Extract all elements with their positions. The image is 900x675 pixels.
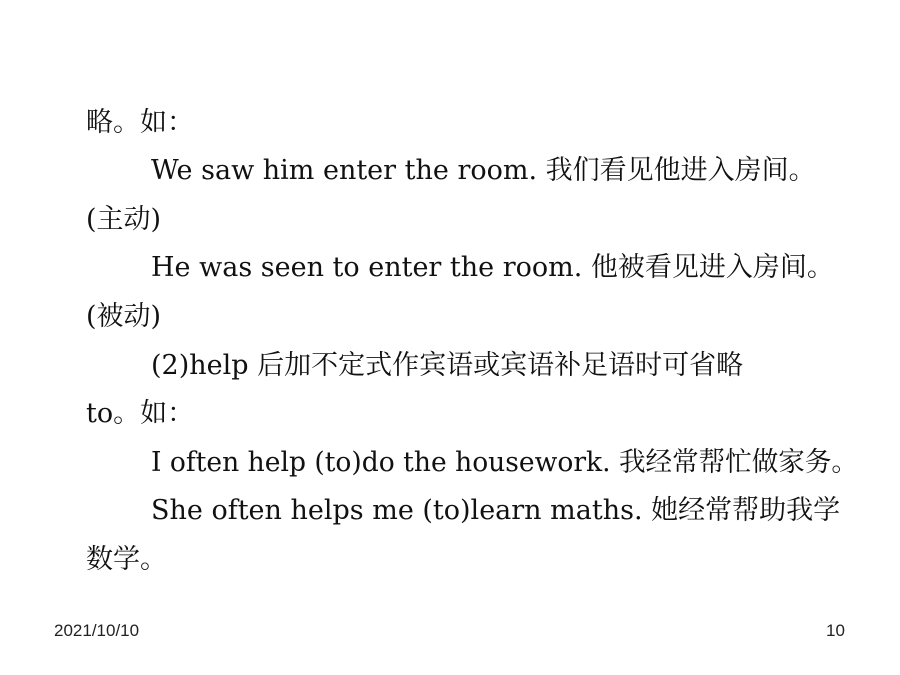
text-line-1: 略。如： (86, 107, 194, 138)
example-maths-continuation: 数学。 (86, 544, 167, 575)
footer-page-number: 10 (826, 621, 845, 640)
rule-help-heading: (2)help 后加不定式作宾语或宾语补足语时可省略 (151, 350, 744, 381)
example-sentence-active: We saw him enter the room. 我们看见他进入房间。 (151, 155, 816, 186)
rule-help-continuation: to。如： (86, 398, 195, 429)
example-maths: She often helps me (to)learn maths. 她经常帮助我学 (151, 495, 841, 526)
example-sentence-passive: He was seen to enter the room. 他被看见进入房间。 (151, 252, 834, 283)
label-passive: (被动) (86, 301, 162, 332)
footer-date: 2021/10/10 (54, 621, 140, 640)
label-active: (主动) (86, 204, 162, 235)
example-housework: I often help (to)do the housework. 我经常帮忙做家务。 (151, 447, 858, 478)
